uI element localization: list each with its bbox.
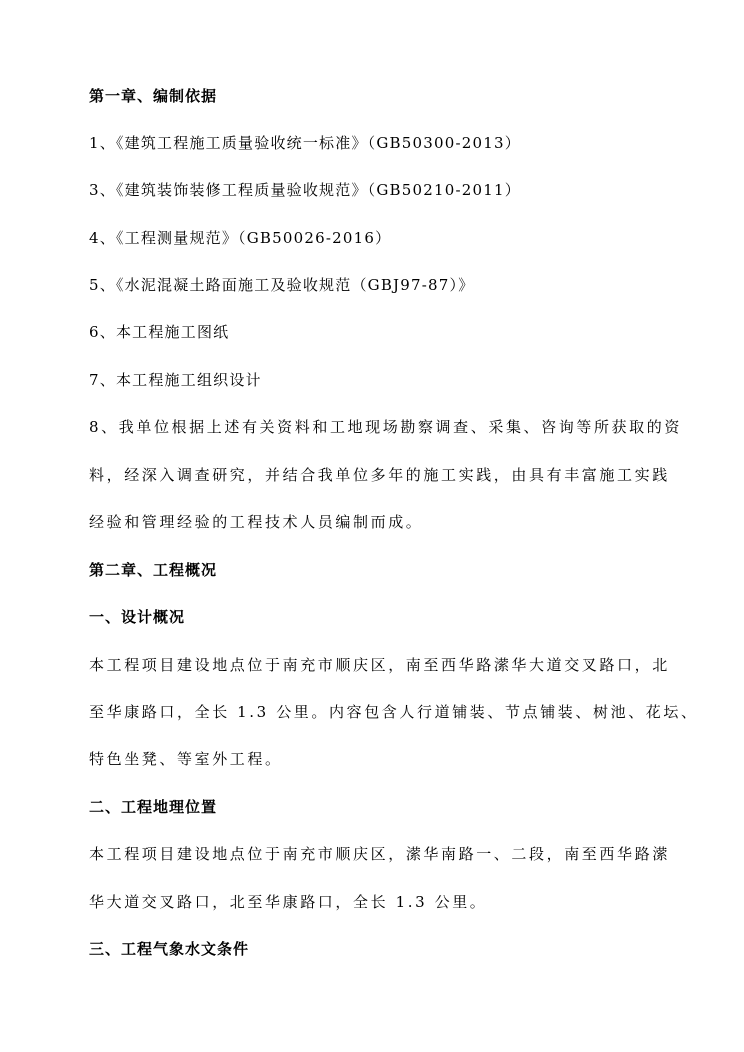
section1-paragraph-line-1: 本工程项目建设地点位于南充市顺庆区，南至西华路潆华大道交叉路口，北 (89, 656, 670, 674)
reference-item-6: 6、本工程施工图纸 (89, 323, 230, 341)
chapter2-title: 第二章、工程概况 (89, 561, 218, 579)
section2-paragraph-line-2: 华大道交叉路口，北至华康路口，全长 1.3 公里。 (89, 893, 488, 911)
reference-item-4: 4、《工程测量规范》（GB50026-2016） (89, 229, 392, 247)
section1-title: 一、设计概况 (89, 608, 186, 626)
chapter1-title: 第一章、编制依据 (89, 87, 218, 105)
reference-item-5: 5、《水泥混凝土路面施工及验收规范（GBJ97-87）》 (89, 276, 475, 294)
reference-item-1: 1、《建筑工程施工质量验收统一标准》（GB50300-2013） (89, 134, 521, 152)
section3-title: 三、工程气象水文条件 (89, 940, 250, 958)
section2-paragraph-line-1: 本工程项目建设地点位于南充市顺庆区，潆华南路一、二段，南至西华路潆 (89, 845, 670, 863)
reference-item-3: 3、《建筑装饰装修工程质量验收规范》（GB50210-2011） (89, 181, 521, 199)
reference-item-7: 7、本工程施工组织设计 (89, 371, 262, 389)
reference-item-8-line-3: 经验和管理经验的工程技术人员编制而成。 (89, 513, 424, 531)
section2-title: 二、工程地理位置 (89, 798, 218, 816)
reference-item-8-line-2: 料，经深入调查研究，并结合我单位多年的施工实践，由具有丰富施工实践 (89, 466, 670, 484)
section1-paragraph-line-2: 至华康路口，全长 1.3 公里。内容包含人行道铺装、节点铺装、树池、花坛、 (89, 703, 699, 721)
section1-paragraph-line-3: 特色坐凳、等室外工程。 (89, 750, 283, 768)
reference-item-8-line-1: 8、我单位根据上述有关资料和工地现场勘察调查、采集、咨询等所获取的资 (89, 418, 682, 436)
